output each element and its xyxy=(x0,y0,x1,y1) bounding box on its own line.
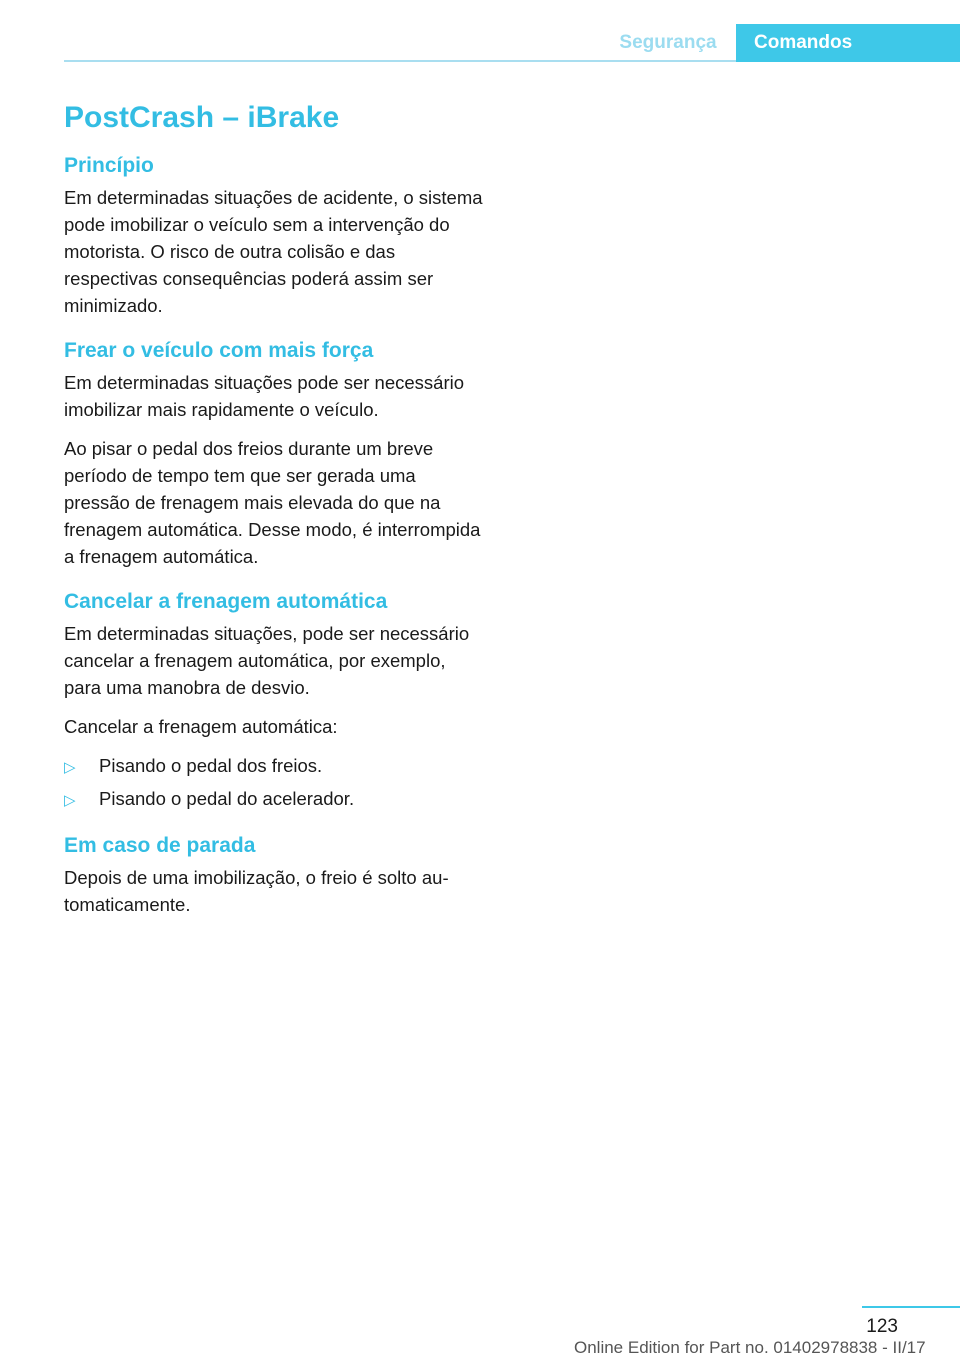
section-heading: Em caso de parada xyxy=(64,834,256,857)
section-paragraph: Em determinadas situações pode ser necessário imobilizar mais rapidamente o veículo. xyxy=(64,372,465,420)
triangle-bullet-icon: ▷ xyxy=(64,759,76,776)
section-em-caso-de-parada xyxy=(64,832,484,918)
triangle-bullet-icon: ▷ xyxy=(64,792,76,809)
page-title: PostCrash – iBrake xyxy=(64,101,340,134)
section-tab-seguranca[interactable]: Segurança xyxy=(619,32,717,53)
section-heading: Cancelar a frenagem automática xyxy=(64,590,388,613)
page-number: 123 xyxy=(866,1316,898,1337)
section-paragraph: Ao pisar o pedal dos freios durante um breve período de tempo tem que ser gerada uma pressão de frenagem mais elevada do que na frenagem automática. Desse modo, é interrompida a frenagem automática. xyxy=(64,438,481,567)
section-principio xyxy=(64,152,484,319)
list-item-text: Pisando o pedal dos freios. xyxy=(99,755,323,776)
section-tab-comandos[interactable]: Comandos xyxy=(736,24,960,62)
section-heading: Princípio xyxy=(64,154,154,177)
footer-edition-note: Online Edition for Part no. 01402978838 - II/17 xyxy=(574,1338,926,1357)
section-frear-com-mais-forca xyxy=(64,337,484,570)
section-paragraph: Depois de uma imobilização, o freio é solto automaticamente. xyxy=(64,867,449,915)
section-paragraph: Em determinadas situações de acidente, o sistema pode imobilizar o veículo sem a intervenção do motorista. O risco de outra colisão e das respectivas consequências poderá assim ser minimizado. xyxy=(64,187,483,316)
page-content xyxy=(64,98,484,936)
list-item-text: Pisando o pedal do acelerador. xyxy=(99,788,355,809)
bullet-list xyxy=(64,752,484,814)
section-heading: Frear o veículo com mais força xyxy=(64,339,374,362)
section-cancelar-frenagem xyxy=(64,588,484,814)
section-paragraph: Cancelar a frenagem automática: xyxy=(64,716,338,737)
list-item xyxy=(64,785,484,814)
list-item xyxy=(64,752,484,781)
page-number-rule xyxy=(862,1306,960,1308)
section-paragraph: Em determinadas situações, pode ser necessário cancelar a frenagem automática, por exemplo, para uma manobra de desvio. xyxy=(64,623,470,698)
